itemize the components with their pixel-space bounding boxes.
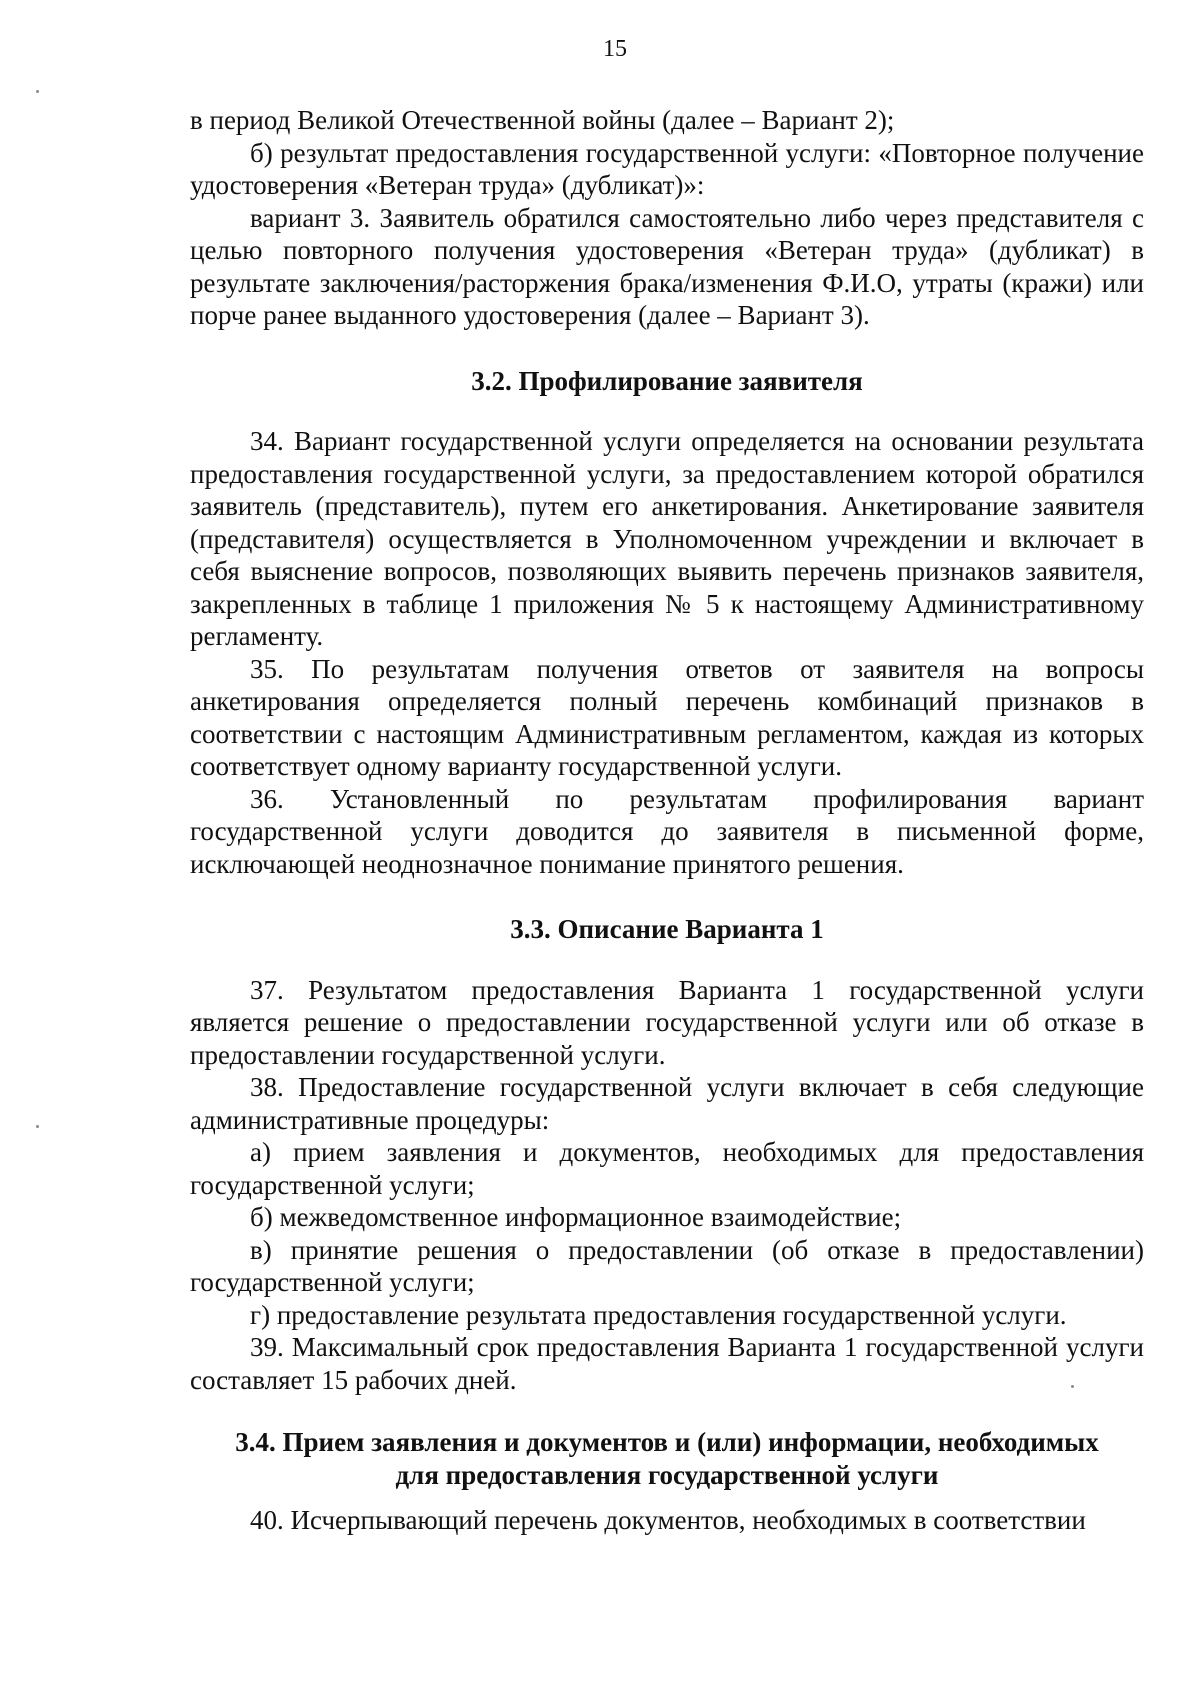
paragraph-variant-3: вариант 3. Заявитель обратился самостоятельно либо через представителя с целью повторного получения удостоверения «Ветеран труда» (дубликат) в результате заключения/расторжения брака/изменения Ф.И.О, утраты (кражи) или порче ранее выданного удостоверения (далее – Вариант 3). [190, 202, 1144, 330]
list-item-38a: а) прием заявления и документов, необходимых для предоставления государственной услуги; [190, 1137, 1144, 1200]
paragraph-39: 39. Максимальный срок предоставления Варианта 1 государственной услуги составляет 15 рабочих дней. [190, 1332, 1144, 1395]
section-heading-3-2: 3.2. Профилирование заявителя [471, 365, 863, 396]
section-heading-3-4-line1: 3.4. Прием заявления и документов и (или) информации, необходимых [235, 1427, 1099, 1457]
page-number: 15 [603, 36, 627, 62]
paragraph-variant-2-continuation: в период Великой Отечественной войны (далее – Вариант 2); [190, 105, 895, 135]
paragraph-40: 40. Исчерпывающий перечень документов, необходимых в соответствии [250, 1505, 1086, 1535]
scan-speck [36, 1125, 39, 1128]
scan-speck [36, 90, 39, 93]
paragraph-38: 38. Предоставление государственной услуги включает в себя следующие административные процедуры: [190, 1072, 1144, 1135]
section-heading-3-4-line2: для предоставления государственной услуги [395, 1459, 939, 1490]
list-item-38b: б) межведомственное информационное взаимодействие; [250, 1202, 902, 1232]
section-heading-3-3: 3.3. Описание Варианта 1 [510, 914, 824, 944]
paragraph-result-b: б) результат предоставления государственной услуги: «Повторное получение удостоверения «Ветеран труда» (дубликат)»: [190, 137, 1144, 200]
paragraph-36: 36. Установленный по результатам профилирования вариант государственной услуги доводится до заявителя в письменной форме, исключающей неоднозначное понимание принятого решения. [190, 783, 1144, 879]
list-item-38v: в) принятие решения о предоставлении (об отказе в предоставлении) государственной услуги; [190, 1234, 1144, 1297]
section-heading-3-4 [190, 1426, 1144, 1491]
paragraph-35: 35. По результатам получения ответов от заявителя на вопросы анкетирования определяется полный перечень комбинаций признаков в соответствии с настоящим Административным регламентом, каждая из которых соответствует одному варианту государственной услуги. [190, 653, 1144, 781]
list-item-38g: г) предоставление результата предоставления государственной услуги. [250, 1299, 1067, 1330]
document-body [190, 104, 1144, 1537]
paragraph-34: 34. Вариант государственной услуги определяется на основании результата предоставления государственной услуги, за предоставлением которой обратился заявитель (представитель), путем его анкетирования. Анкетирование заявителя (представителя) осуществляется в Уполномоченном учреждении и включает в себя выяснение вопросов, позволяющих выявить перечень признаков заявителя, закрепленных в таблице 1 приложения № 5 к настоящему Административному регламенту. [190, 426, 1144, 651]
scan-speck [1071, 1385, 1074, 1388]
paragraph-37: 37. Результатом предоставления Варианта 1 государственной услуги является решение о предоставлении государственной услуги или об отказе в предоставлении государственной услуги. [190, 974, 1144, 1070]
